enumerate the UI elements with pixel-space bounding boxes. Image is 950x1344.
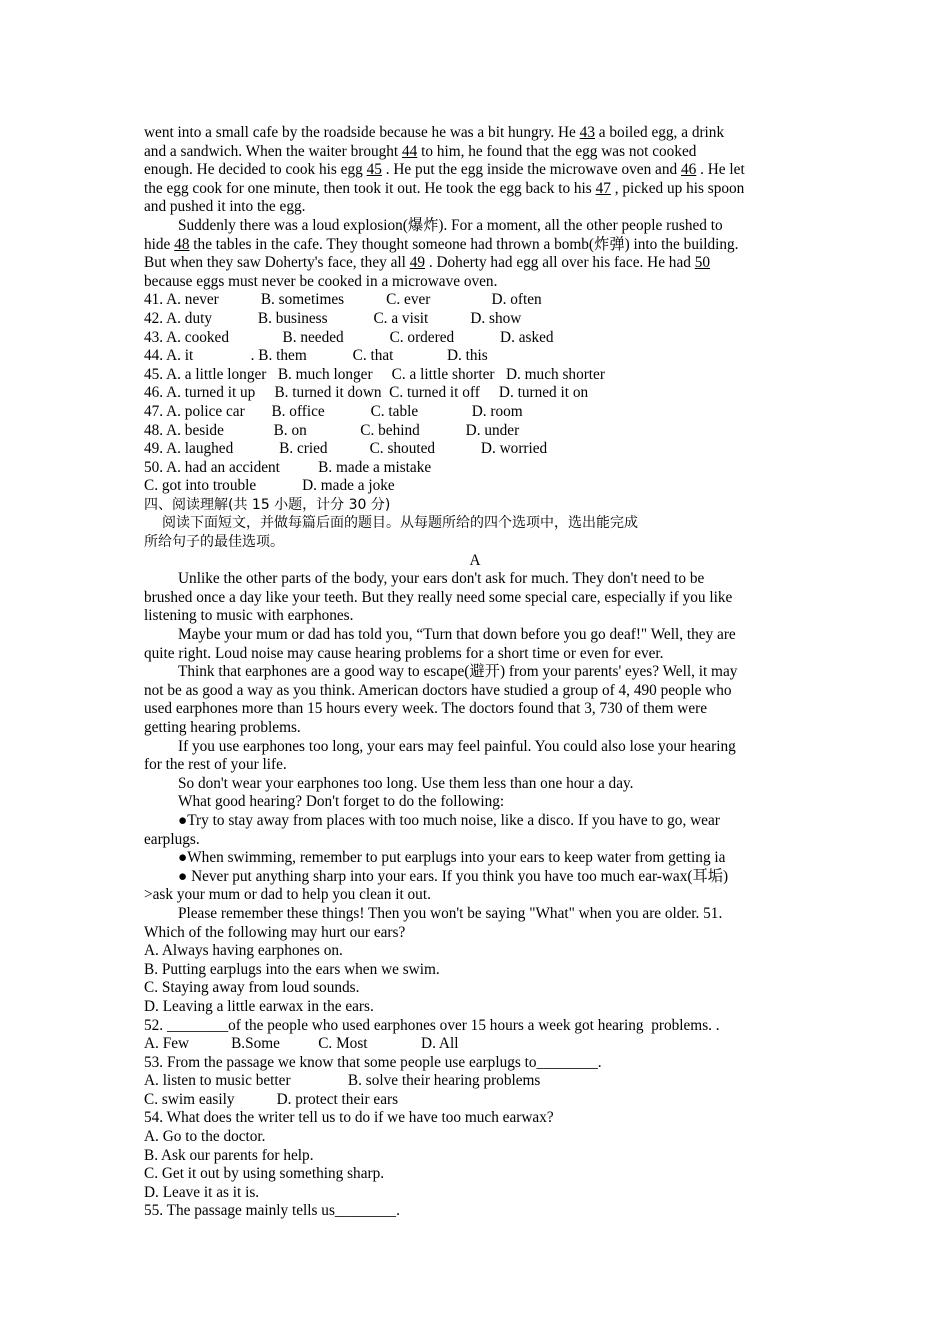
passage-line: earplugs. xyxy=(144,830,200,848)
passage-line: ●Try to stay away from places with too much noise, like a disco. If you have to go, wear xyxy=(178,811,720,829)
question-line: 53. From the passage we know that some people use earplugs to________. xyxy=(144,1053,602,1071)
text-line: Suddenly there was a loud explosion(爆炸). For a moment, all the other people rushed to xyxy=(178,216,723,234)
question-line: C. Staying away from loud sounds. xyxy=(144,979,360,997)
text-run: the tables in the cafe. They thought someone had thrown a bomb(炸弹) into the building. xyxy=(189,235,739,253)
question-line: B. Ask our parents for help. xyxy=(144,1146,314,1164)
option-line: 50. A. had an accident B. made a mistake xyxy=(144,458,432,476)
question-line: C. swim easily D. protect their ears xyxy=(144,1090,399,1108)
passage-line: getting hearing problems. xyxy=(144,719,301,736)
passage-line: used earphones more than 15 hours every week. The doctors found that 3, 730 of them were xyxy=(144,700,707,718)
passage-line: Please remember these things! Then you won't be saying "What" when you are older. 51. xyxy=(178,904,723,922)
blank-44: 44 xyxy=(402,142,418,160)
option-line: 47. A. police car B. office C. table D. room xyxy=(144,402,523,420)
passage-line: If you use earphones too long, your ears may feel painful. You could also lose your hearing xyxy=(178,737,736,755)
section-heading: 四、阅读理解(共 15 小题，计分 30 分) xyxy=(144,496,391,513)
passage-line: quite right. Loud noise may cause hearing problems for a short time or even for ever. xyxy=(144,644,664,662)
exam-page xyxy=(144,124,806,1221)
option-line: 48. A. beside B. on C. behind D. under xyxy=(144,421,520,439)
passage-line: Unlike the other parts of the body, your ears don't ask for much. They don't need to be xyxy=(178,570,705,588)
blank-46: 46 xyxy=(680,161,697,179)
passage-line: ● Never put anything sharp into your ears. If you think you have too much ear-wax(耳垢) xyxy=(178,867,729,885)
blank-48: 48 xyxy=(174,235,190,253)
text-run: and a sandwich. When the waiter brought xyxy=(144,142,402,160)
passage-line: ●When swimming, remember to put earplugs into your ears to keep water from getting ia xyxy=(178,849,726,867)
instructions: 阅读下面短文，并做每篇后面的题目。从每题所给的四个选项中，选出能完成 xyxy=(162,515,638,532)
passage-line: for the rest of your life. xyxy=(144,756,287,774)
option-line: 41. A. never B. sometimes C. ever D. often xyxy=(144,291,542,309)
question-line: A. Go to the doctor. xyxy=(144,1128,266,1146)
blank-43: 43 xyxy=(579,124,595,141)
option-line: 46. A. turned it up B. turned it down C. turned it off D. turned it on xyxy=(144,384,589,402)
passage-line: So don't wear your earphones too long. Use them less than one hour a day. xyxy=(178,774,634,792)
cloze-passage xyxy=(144,124,806,291)
text-line xyxy=(144,143,806,162)
text-run: a boiled egg, a drink xyxy=(594,124,725,141)
text-run: But when they saw Doherty's face, they all xyxy=(144,254,410,272)
text-run: . He let xyxy=(696,161,745,179)
question-line: 55. The passage mainly tells us________. xyxy=(144,1202,400,1220)
question-line: Which of the following may hurt our ears? xyxy=(144,923,406,941)
blank-49: 49 xyxy=(409,254,425,272)
question-line: D. Leaving a little earwax in the ears. xyxy=(144,997,374,1015)
text-line: because eggs must never be cooked in a microwave oven. xyxy=(144,272,498,290)
question-line: B. Putting earplugs into the ears when we swim. xyxy=(144,960,440,978)
blank-50: 50 xyxy=(694,254,711,272)
text-line: and pushed it into the egg. xyxy=(144,198,306,216)
text-line xyxy=(144,236,806,255)
text-run: . He put the egg inside the microwave oven and xyxy=(381,161,681,179)
text-run: , picked up his spoon xyxy=(610,179,745,197)
blank-45: 45 xyxy=(366,161,382,179)
option-line: 49. A. laughed B. cried C. shouted D. worried xyxy=(144,440,548,458)
text-run: went into a small cafe by the roadside because he was a bit hungry. He xyxy=(144,124,580,141)
reading-questions xyxy=(144,924,806,1222)
question-line: 52. ________of the people who used earphones over 15 hours a week got hearing problems. . xyxy=(144,1016,720,1034)
question-line: C. Get it out by using something sharp. xyxy=(144,1165,385,1183)
text-line xyxy=(144,180,806,199)
question-line: 54. What does the writer tell us to do if we have too much earwax? xyxy=(144,1109,554,1127)
passage-line: Think that earphones are a good way to escape(避开) from your parents' eyes? Well, it may xyxy=(178,663,738,681)
option-line: C. got into trouble D. made a joke xyxy=(144,477,395,495)
text-run: . Doherty had egg all over his face. He had xyxy=(425,254,695,272)
option-line: 42. A. duty B. business C. a visit D. show xyxy=(144,309,522,327)
cloze-options xyxy=(144,291,806,496)
reading-passage-a xyxy=(144,570,806,923)
text-run: enough. He decided to cook his egg xyxy=(144,161,367,179)
question-line: A. Few B.Some C. Most D. All xyxy=(144,1035,459,1053)
passage-label: A xyxy=(469,551,481,569)
passage-line: >ask your mum or dad to help you clean it out. xyxy=(144,886,431,904)
text-line xyxy=(144,254,806,273)
text-line xyxy=(144,161,806,180)
option-line: 43. A. cooked B. needed C. ordered D. asked xyxy=(144,328,554,346)
text-run: the egg cook for one minute, then took it out. He took the egg back to his xyxy=(144,179,596,197)
text-line xyxy=(144,124,806,143)
question-line: A. listen to music better B. solve their hearing problems xyxy=(144,1072,541,1090)
question-line: D. Leave it as it is. xyxy=(144,1183,260,1201)
option-line: 44. A. it . B. them C. that D. this xyxy=(144,347,488,365)
instructions: 所给句子的最佳选项。 xyxy=(144,534,284,551)
passage-line: Maybe your mum or dad has told you, “Turn that down before you go deaf!" Well, they are xyxy=(178,626,736,644)
passage-line: brushed once a day like your teeth. But they really need some special care, especially if you like xyxy=(144,588,733,606)
blank-47: 47 xyxy=(595,179,611,197)
text-run: to him, he found that the egg was not cooked xyxy=(417,142,697,160)
text-run: hide xyxy=(144,235,175,253)
question-line: A. Always having earphones on. xyxy=(144,942,343,960)
option-line: 45. A. a little longer B. much longer C. a little shorter D. much shorter xyxy=(144,365,605,383)
passage-line: listening to music with earphones. xyxy=(144,607,354,625)
passage-line: not be as good a way as you think. American doctors have studied a group of 4, 490 people who xyxy=(144,681,732,699)
passage-line: What good hearing? Don't forget to do the following: xyxy=(178,793,505,811)
